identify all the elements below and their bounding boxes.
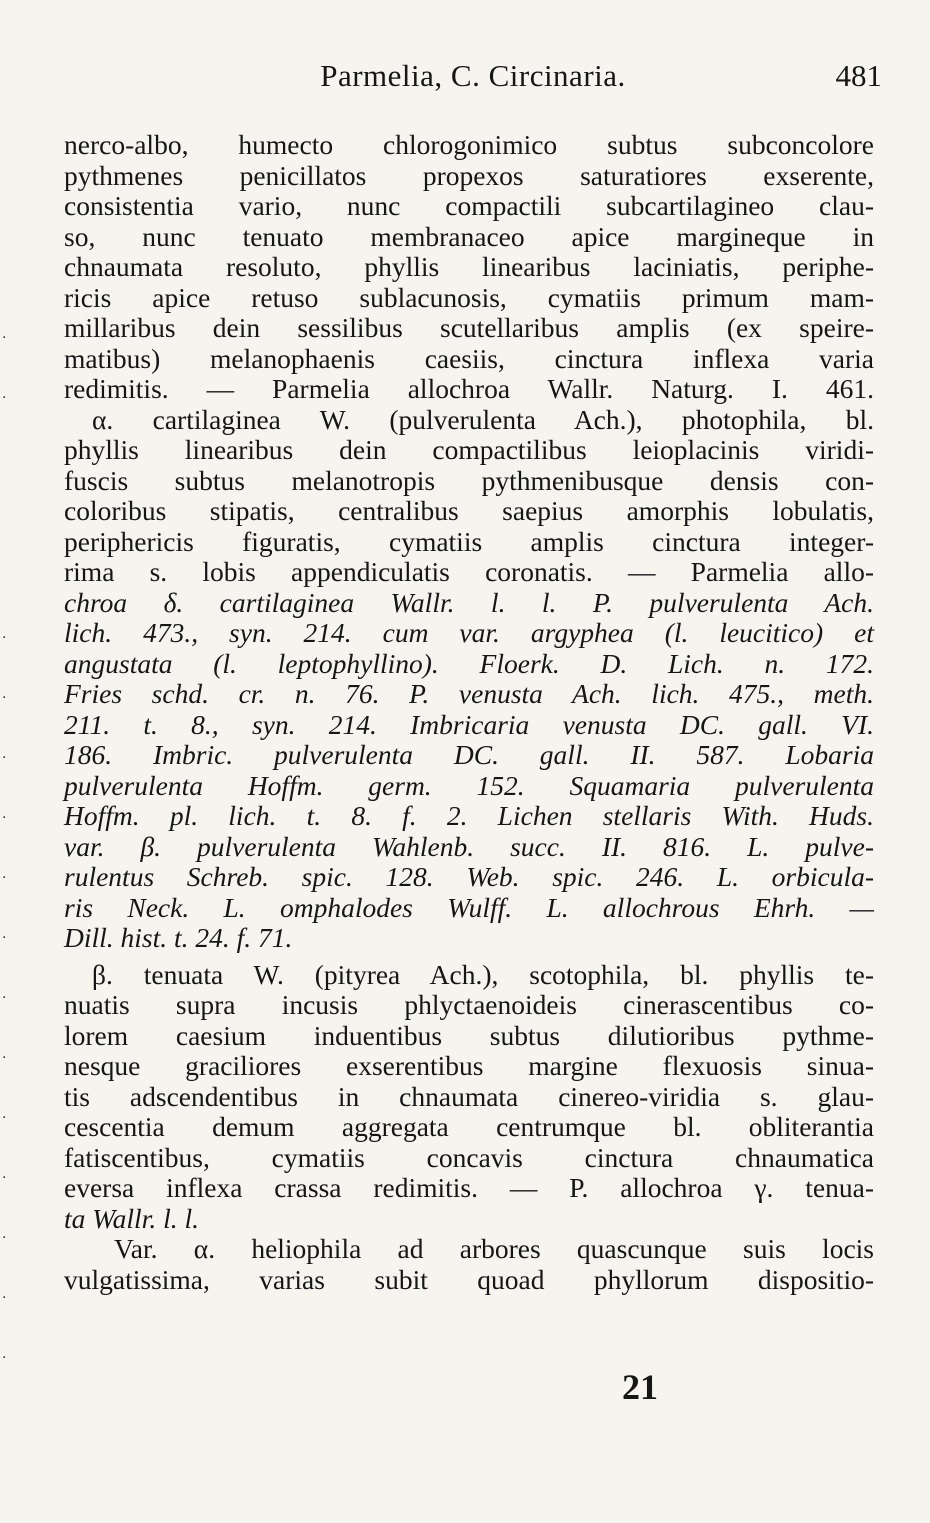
paragraph-var-alpha-habitat — [64, 1234, 874, 1295]
text-line: coloribus stipatis, centralibus saepius amorphis lobulatis, — [64, 495, 874, 526]
text-line: consistentia vario, nunc compactili subcartilagineo clau- — [64, 190, 874, 221]
left-margin-specks: · · · · · · · · · · · · · · · — [2, 330, 7, 1366]
text-line: Fries schd. cr. n. 76. P. venusta Ach. lich. 475., meth. — [64, 678, 874, 709]
running-title: Parmelia, C. Circinaria. — [320, 58, 626, 93]
text-line: Hoffm. pl. lich. t. 8. f. 2. Lichen stellaris With. Huds. — [64, 800, 874, 831]
text-line: nerco-albo, humecto chlorogonimico subtus subconcolore — [64, 129, 874, 160]
text-line: redimitis. — Parmelia allochroa Wallr. Naturg. I. 461. — [64, 373, 874, 404]
text-line: 211. t. 8., syn. 214. Imbricaria venusta DC. gall. VI. — [64, 708, 874, 740]
text-line: chroa δ. cartilaginea Wallr. l. l. P. pulverulenta Ach. — [64, 586, 874, 618]
text-line: ris Neck. L. omphalodes Wulff. L. allochrous Ehrh. — — [64, 891, 874, 923]
text-line: lorem caesium induentibus subtus dilutioribus pythme- — [64, 1019, 874, 1051]
text-line: ricis apice retuso sublacunosis, cymatiis primum mam- — [64, 281, 874, 313]
paragraph-variety-beta — [64, 960, 874, 1235]
text-line: angustata (l. leptophyllino). Floerk. D. Lich. n. 172. — [64, 647, 874, 679]
text-line: chnaumata resoluto, phyllis linearibus laciniatis, periphe- — [64, 251, 874, 282]
text-line: vulgatissima, varias subit quoad phyllorum dispositio- — [64, 1263, 874, 1295]
text-line: β. tenuata W. (pityrea Ach.), scotophila, bl. phyllis te- — [92, 958, 874, 990]
text-line: rima s. lobis appendiculatis coronatis. — Parmelia allo- — [64, 556, 874, 587]
page-header — [64, 58, 882, 96]
text-line: fuscis subtus melanotropis pythmenibusque densis con- — [64, 464, 874, 496]
signature-mark: 21 — [622, 1367, 658, 1407]
text-line: cescentia demum aggregata centrumque bl. obliterantia — [64, 1111, 874, 1142]
text-line: matibus) melanophaenis caesiis, cinctura inflexa varia — [64, 342, 874, 374]
text-line: nuatis supra incusis phlyctaenoideis cinerascentibus co- — [64, 989, 874, 1020]
paragraph-variety-alpha — [64, 405, 874, 954]
text-line: so, nunc tenuato membranaceo apice margineque in — [64, 220, 874, 252]
text-line: var. β. pulverulenta Wahlenb. succ. II. 816. L. pulve- — [64, 830, 874, 862]
text-line: Dill. hist. t. 24. f. 71. — [64, 922, 293, 953]
text-line: pulverulenta Hoffm. germ. 152. Squamaria pulverulenta — [64, 769, 874, 801]
text-line: periphericis figuratis, cymatiis amplis cinctura integer- — [64, 525, 874, 557]
text-line: α. cartilaginea W. (pulverulenta Ach.), photophila, bl. — [92, 403, 874, 435]
body-text — [64, 130, 874, 1295]
text-line: millaribus dein sessilibus scutellaribus amplis (ex speire- — [64, 312, 874, 343]
text-line: lich. 473., syn. 214. cum var. argyphea (l. leucitico) et — [64, 617, 874, 648]
text-line: phyllis linearibus dein compactilibus leioplacinis viridi- — [64, 434, 874, 465]
text-line: eversa inflexa crassa redimitis. — P. allochroa γ. tenua- — [64, 1172, 874, 1203]
text-line: pythmenes penicillatos propexos saturatiores exserente, — [64, 159, 874, 191]
text-line: tis adscendentibus in chnaumata cinereo-viridia s. glau- — [64, 1080, 874, 1112]
paragraph-description — [64, 130, 874, 405]
text-line: Var. α. heliophila ad arbores quascunque suis locis — [114, 1233, 874, 1264]
text-line: nesque graciliores exserentibus margine flexuosis sinua- — [64, 1050, 874, 1081]
page-number: 481 — [835, 58, 882, 93]
text-line: ta Wallr. l. l. — [64, 1202, 199, 1234]
text-line: 186. Imbric. pulverulenta DC. gall. II. 587. Lobaria — [64, 739, 874, 770]
text-line: rulentus Schreb. spic. 128. Web. spic. 246. L. orbicula- — [64, 861, 874, 892]
text-line: fatiscentibus, cymatiis concavis cinctura chnaumatica — [64, 1141, 874, 1173]
